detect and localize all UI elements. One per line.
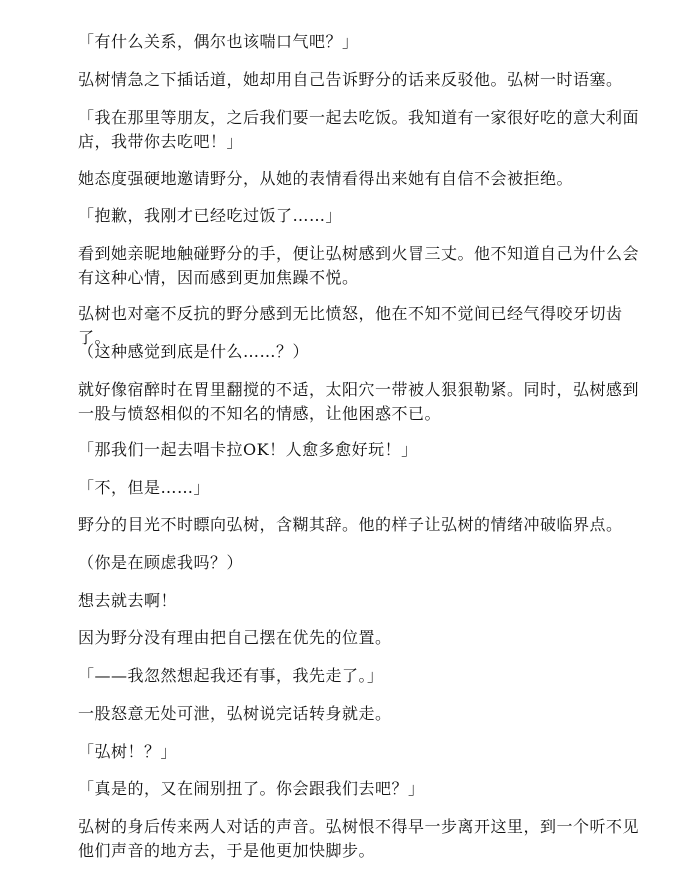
paragraph-16: 「——我忽然想起我还有事，我先走了。」	[78, 666, 384, 685]
paragraph-18: 「弘树！？」	[78, 742, 178, 761]
paragraph-8: （这种感觉到底是什么……？）	[78, 342, 310, 361]
paragraph-4: 她态度强硬地邀请野分，从她的表情看得出来她有自信不会被拒绝。	[78, 169, 574, 188]
paragraph-13: （你是在顾虑我吗？）	[78, 553, 244, 572]
paragraph-17: 一股怒意无处可泄，弘树说完话转身就走。	[78, 704, 392, 723]
paragraph-11: 「不，但是……」	[78, 478, 211, 497]
paragraph-14: 想去就去啊！	[78, 591, 178, 610]
paragraph-10: 「那我们一起去唱卡拉OK！人愈多愈好玩！」	[78, 440, 418, 459]
paragraph-9: 就好像宿醉时在胃里翻搅的不适，太阳穴一带被人狠狠勒紧。同时，弘树感到一股与愤怒相似的不知名的情感，让他困惑不已。	[78, 380, 640, 423]
paragraph-2: 弘树情急之下插话道，她却用自己告诉野分的话来反驳他。弘树一时语塞。	[78, 70, 623, 89]
paragraph-6: 看到她亲昵地触碰野分的手，便让弘树感到火冒三丈。他不知道自己为什么会有这种心情，因而感到更加焦躁不悦。	[78, 244, 640, 287]
paragraph-5: 「抱歉，我刚才已经吃过饭了……」	[78, 206, 343, 225]
paragraph-19: 「真是的，又在闹别扭了。你会跟我们去吧？」	[78, 779, 425, 798]
paragraph-1: 「有什么关系，偶尔也该喘口气吧？」	[78, 32, 359, 51]
paragraph-7: 弘树也对毫不反抗的野分感到无比愤怒，他在不知不觉间已经气得咬牙切齿了。	[78, 304, 623, 347]
paragraph-20: 弘树的身后传来两人对话的声音。弘树恨不得早一步离开这里，到一个听不见他们声音的地方去，于是他更加快脚步。	[78, 817, 640, 860]
paragraph-12: 野分的目光不时瞟向弘树，含糊其辞。他的样子让弘树的情绪冲破临界点。	[78, 515, 623, 534]
paragraph-15: 因为野分没有理由把自己摆在优先的位置。	[78, 628, 392, 647]
paragraph-3: 「我在那里等朋友，之后我们要一起去吃饭。我知道有一家很好吃的意大利面店，我带你去吃吧！」	[78, 108, 640, 151]
